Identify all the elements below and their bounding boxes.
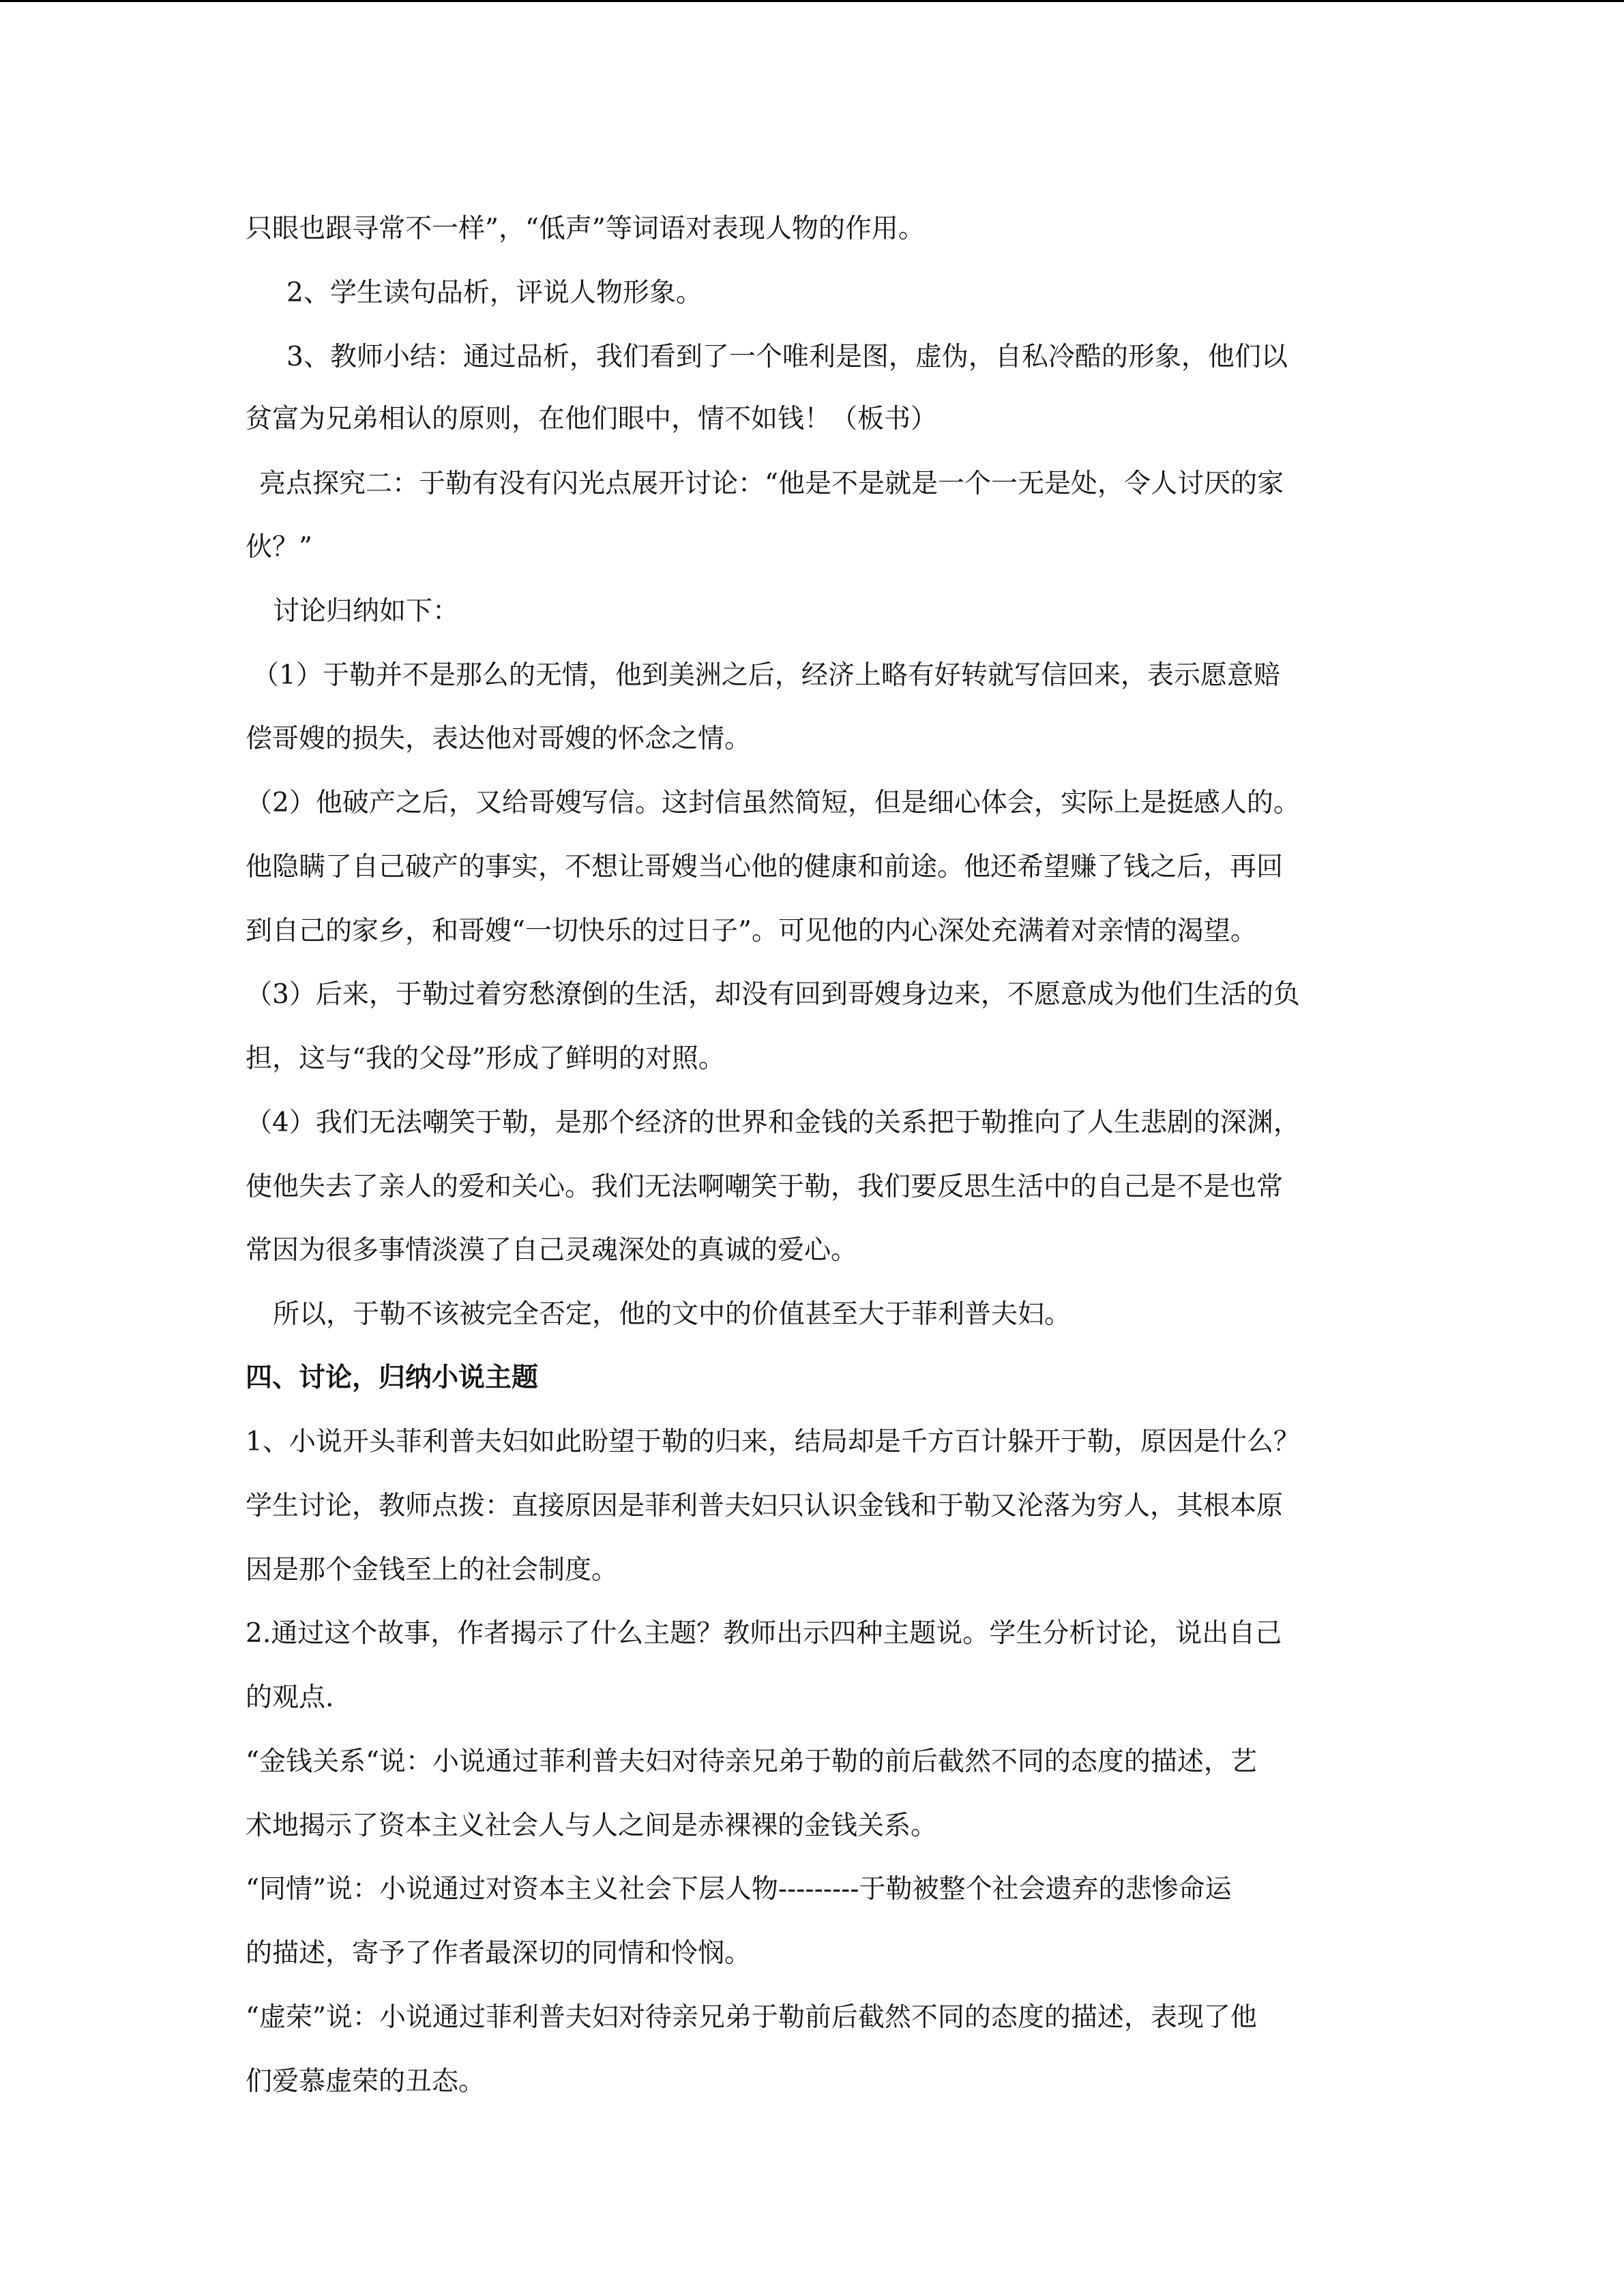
text-line-4: 贫富为兄弟相认的原则，在他们眼中，情不如钱！（板书） xyxy=(246,404,938,434)
text-line-26: 术地揭示了资本主义社会人与人之间是赤裸裸的金钱关系。 xyxy=(246,1810,938,1841)
text-line-17: 常因为很多事情淡漠了自己灵魂深处的真诚的爱心。 xyxy=(246,1235,858,1266)
text-line-18: 所以，于勒不该被完全否定，他的文中的价值甚至大于菲利普夫妇。 xyxy=(273,1299,1072,1330)
text-line-9: 偿哥嫂的损失，表达他对哥嫂的怀念之情。 xyxy=(246,724,752,754)
text-line-24: 的观点. xyxy=(246,1682,334,1713)
text-line-13: （3）后来，于勒过着穷愁潦倒的生活，却没有回到哥嫂身边来，不愿意成为他们生活的负 xyxy=(246,979,1300,1010)
text-line-12: 到自己的家乡，和哥嫂“一切快乐的过日子”。可见他的内心深处充满着对亲情的渴望。 xyxy=(246,916,1257,946)
text-line-14: 担，这与“我的父母”形成了鲜明的对照。 xyxy=(246,1043,725,1074)
text-line-10: （2）他破产之后，又给哥嫂写信。这封信虽然简短，但是细心体会，实际上是挺感人的。 xyxy=(246,788,1300,818)
text-line-29: “虚荣”说：小说通过菲利普夫妇对待亲兄弟于勒前后截然不同的态度的描述，表现了他 xyxy=(246,2002,1257,2033)
text-line-30: 们爱慕虚荣的丑态。 xyxy=(246,2066,486,2097)
text-line-5: 亮点探究二：于勒有没有闪光点展开讨论：“他是不是就是一个一无是处，令人讨厌的家 xyxy=(259,468,1284,499)
section-heading: 四、讨论，归纳小说主题 xyxy=(246,1362,539,1393)
text-line-28: 的描述，寄予了作者最深切的同情和怜悯。 xyxy=(246,1938,752,1969)
text-line-16: 使他失去了亲人的爱和关心。我们无法啊嘲笑于勒，我们要反思生活中的自己是不是也常 xyxy=(246,1172,1284,1202)
text-line-15: （4）我们无法嘲笑于勒，是那个经济的世界和金钱的关系把于勒推向了人生悲剧的深渊， xyxy=(246,1107,1300,1138)
text-line-22: 因是那个金钱至上的社会制度。 xyxy=(246,1555,619,1585)
text-line-7: 讨论归纳如下： xyxy=(273,596,460,627)
text-line-6: 伙？” xyxy=(246,532,312,563)
text-line-1: 只眼也跟寻常不一样”，“低声”等词语对表现人物的作用。 xyxy=(246,213,925,244)
text-line-21: 学生讨论，教师点拨：直接原因是菲利普夫妇只认识金钱和于勒又沦落为穷人，其根本原 xyxy=(246,1491,1284,1521)
text-line-3: 3、教师小结：通过品析，我们看到了一个唯利是图，虚伪，自私冷酷的形象，他们以 xyxy=(286,342,1288,372)
text-line-27: “同情”说：小说通过对资本主义社会下层人物---------于勒被整个社会遗弃的悲惨命运 xyxy=(246,1874,1232,1905)
text-line-11: 他隐瞒了自己破产的事实，不想让哥嫂当心他的健康和前途。他还希望赚了钱之后，再回 xyxy=(246,852,1284,882)
text-line-2: 2、学生读句品析，评说人物形象。 xyxy=(286,278,703,308)
text-line-25: “金钱关系“说：小说通过菲利普夫妇对待亲兄弟于勒的前后截然不同的态度的描述，艺 xyxy=(246,1746,1257,1777)
text-line-20: 1、小说开头菲利普夫妇如此盼望于勒的归来，结局却是千方百计躲开于勒，原因是什么？ xyxy=(246,1427,1300,1457)
text-line-23: 2.通过这个故事，作者揭示了什么主题？教师出示四种主题说。学生分析讨论，说出自己 xyxy=(246,1618,1282,1649)
text-line-8: （1）于勒并不是那么的无情，他到美洲之后，经济上略有好转就写信回来，表示愿意赔 xyxy=(252,660,1280,691)
